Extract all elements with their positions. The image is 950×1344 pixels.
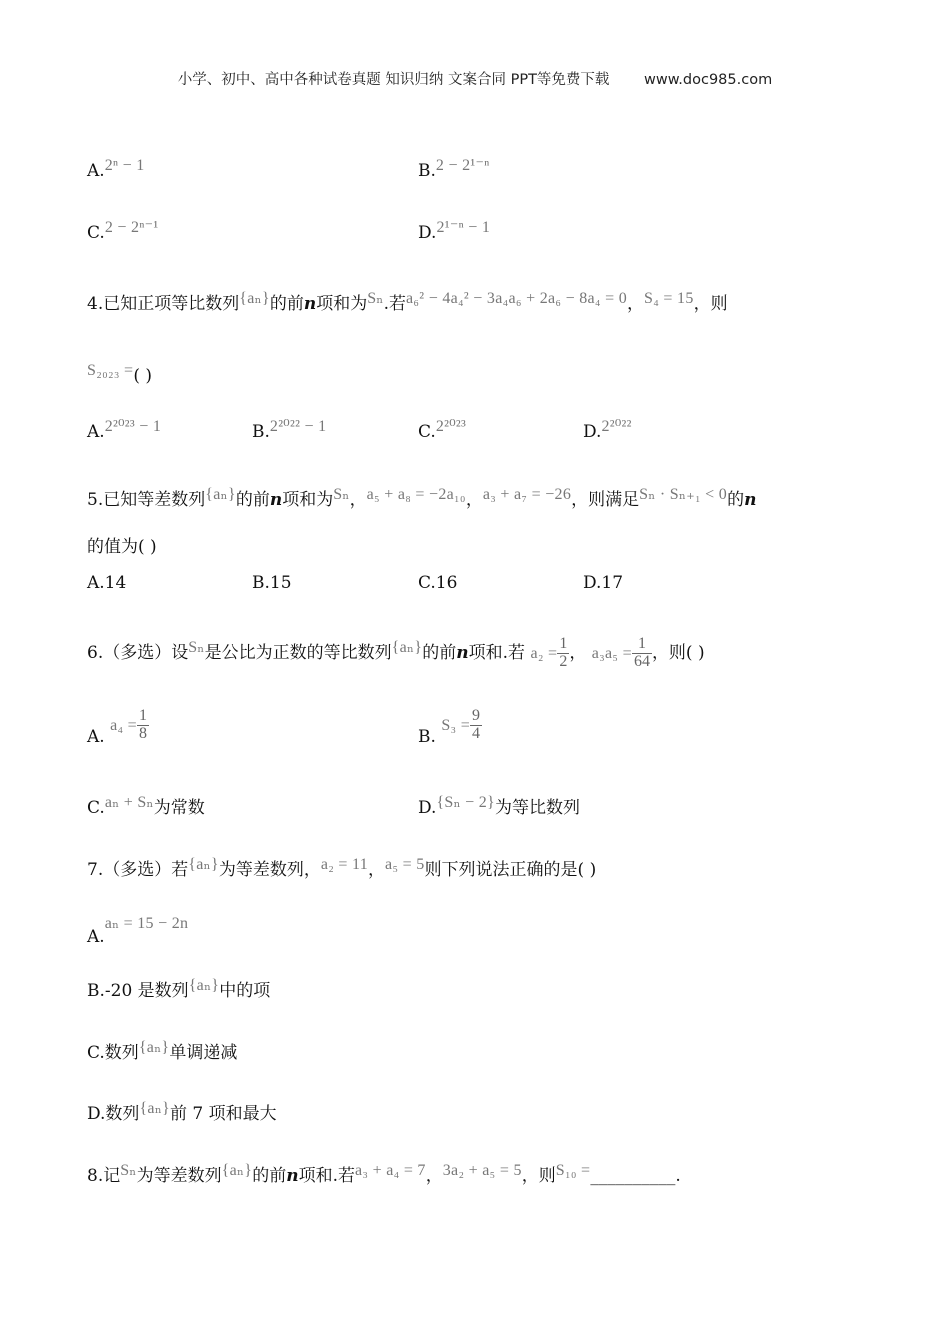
math-expression: a₅ = 5 bbox=[385, 856, 425, 873]
fraction-denominator: 4 bbox=[472, 725, 481, 742]
option-label: D. bbox=[418, 223, 437, 243]
q4-option-c bbox=[418, 419, 466, 441]
text: 的前 bbox=[235, 490, 270, 510]
text: 是公比为正数的等比数列 bbox=[204, 643, 392, 663]
option-label: A. bbox=[87, 422, 105, 442]
text: .若 bbox=[383, 294, 407, 314]
text: 的前 bbox=[252, 1166, 287, 1186]
answer-blank[interactable]: __________ bbox=[590, 1166, 676, 1186]
option-label: C. bbox=[87, 223, 105, 243]
math-expression: {aₙ} bbox=[239, 290, 270, 307]
text: ，则 bbox=[693, 294, 728, 314]
text: 为等比数列 bbox=[495, 798, 581, 818]
fraction-numerator: 1 bbox=[559, 635, 568, 653]
math-expression: {aₙ} bbox=[188, 977, 220, 994]
option-label: D. bbox=[583, 422, 602, 442]
text: 项和.若 bbox=[298, 1166, 356, 1186]
text: 为等差数列 bbox=[136, 1166, 222, 1186]
q5-option-c: C.16 bbox=[418, 573, 458, 593]
text: 的 bbox=[727, 490, 745, 510]
option-label: A. bbox=[87, 727, 105, 747]
q6-option-c bbox=[87, 795, 205, 817]
q3-option-c bbox=[87, 220, 159, 242]
text: 则下列说法正确的是( ) bbox=[424, 860, 597, 880]
math-expression: {aₙ} bbox=[139, 1100, 171, 1117]
math-expression: a₃ + a₄ = 7 bbox=[355, 1162, 426, 1179]
q5-stem bbox=[87, 487, 756, 509]
q4-ask bbox=[87, 363, 152, 385]
math-expression: {aₙ} bbox=[138, 1039, 170, 1056]
q4-option-a bbox=[87, 419, 161, 441]
text: 6.（多选）设 bbox=[87, 643, 189, 663]
option-label: C. bbox=[87, 798, 105, 818]
variable-n: n bbox=[286, 1166, 299, 1186]
text: 单调递减 bbox=[169, 1043, 238, 1063]
math-expression: 3a₂ + a₅ = 5 bbox=[442, 1162, 522, 1179]
text: ，则 bbox=[521, 1166, 556, 1186]
text: 项和为 bbox=[316, 294, 368, 314]
q8-stem bbox=[87, 1163, 681, 1185]
text: 8.记 bbox=[87, 1166, 121, 1186]
variable-n: n bbox=[303, 294, 317, 314]
variable-n: n bbox=[744, 490, 757, 510]
option-label: A. bbox=[87, 927, 105, 947]
text: ，则( ) bbox=[651, 643, 705, 663]
q4-option-b bbox=[252, 419, 326, 441]
answer-paren: ( ) bbox=[133, 366, 153, 386]
text: 项和为 bbox=[282, 490, 334, 510]
page-header bbox=[0, 68, 950, 89]
fraction-numerator: 9 bbox=[472, 707, 481, 725]
math-expression: Sₙ bbox=[120, 1162, 137, 1179]
q3-option-b bbox=[418, 158, 490, 180]
math-expression: S₂₀₂₃ = bbox=[87, 362, 134, 379]
math-expression: a₂ = 11 bbox=[320, 856, 369, 873]
math-expression: Sₙ bbox=[333, 486, 350, 503]
text: 项和.若 bbox=[468, 643, 526, 663]
math-expression: a₂ = bbox=[530, 644, 558, 662]
text: ，则满足 bbox=[571, 490, 640, 510]
math-expression: aₙ = 15 − 2n bbox=[104, 915, 189, 932]
q5-stem-line2: 的值为( ) bbox=[87, 537, 157, 557]
fraction-numerator: 1 bbox=[632, 636, 652, 654]
fraction-numerator: 1 bbox=[139, 707, 147, 725]
math-expression: a₃a₅ = bbox=[591, 644, 632, 662]
variable-n: n bbox=[456, 643, 469, 663]
text: 的前 bbox=[422, 643, 457, 663]
variable-n: n bbox=[269, 490, 283, 510]
text: 的前 bbox=[269, 294, 304, 314]
text: ， bbox=[349, 490, 367, 510]
q6-stem bbox=[87, 622, 705, 680]
math-expression: a₄ = bbox=[110, 716, 137, 734]
q4-option-d bbox=[583, 419, 632, 441]
math-expression: a₃ + a₇ = −26 bbox=[482, 486, 572, 503]
fraction bbox=[557, 636, 569, 671]
q5-option-d: D.17 bbox=[583, 573, 624, 593]
option-label: B.-20 是数列 bbox=[87, 981, 189, 1001]
text: 5.已知等差数列 bbox=[87, 490, 206, 510]
option-label: C.数列 bbox=[87, 1043, 139, 1063]
q7-option-b bbox=[87, 978, 270, 1000]
math-expression: 2²⁰²³ bbox=[435, 418, 467, 435]
math-expression: 2²⁰²² − 1 bbox=[269, 418, 327, 435]
q6-option-b bbox=[418, 703, 482, 759]
math-expression: 2 − 2¹⁻ⁿ bbox=[435, 157, 490, 174]
math-expression: Sₙ bbox=[188, 639, 205, 656]
math-expression: a₆² − 4a₄² − 3a₄a₆ + 2a₆ − 8a₄ = 0 bbox=[406, 290, 628, 307]
option-label: C. bbox=[418, 422, 436, 442]
math-expression: aₙ + Sₙ bbox=[104, 794, 154, 811]
q7-stem bbox=[87, 857, 596, 879]
text: 为等差数列， bbox=[218, 860, 321, 880]
math-expression: S₃ = bbox=[441, 716, 471, 734]
header-site: www.doc985.com bbox=[644, 72, 773, 88]
math-expression: Sₙ · Sₙ₊₁ < 0 bbox=[639, 486, 728, 503]
option-label: D. bbox=[418, 798, 437, 818]
fraction bbox=[137, 708, 149, 743]
math-expression: Sₙ bbox=[367, 290, 384, 307]
q5-option-a: A.14 bbox=[87, 573, 127, 593]
text: 为常数 bbox=[153, 798, 205, 818]
q6-option-a bbox=[87, 703, 149, 759]
option-label: B. bbox=[252, 422, 270, 442]
text: ， bbox=[425, 1166, 443, 1186]
q7-option-c bbox=[87, 1040, 237, 1062]
text: 中的项 bbox=[219, 981, 271, 1001]
math-expression: a₅ + a₈ = −2a₁₀ bbox=[366, 486, 466, 503]
header-text: 小学、初中、高中各种试卷真题 知识归纳 文案合同 PPT等免费下载 bbox=[177, 72, 610, 88]
fraction bbox=[470, 708, 482, 743]
math-expression: S₁₀ = bbox=[555, 1162, 591, 1179]
math-expression: 2 − 2ⁿ⁻¹ bbox=[104, 219, 159, 236]
q3-option-a bbox=[87, 158, 145, 180]
text: ， bbox=[569, 643, 587, 663]
fraction-denominator: 8 bbox=[139, 725, 147, 742]
q7-option-a bbox=[87, 910, 188, 951]
text: ， bbox=[465, 490, 483, 510]
math-expression: {aₙ} bbox=[221, 1162, 253, 1179]
math-expression: 2ⁿ − 1 bbox=[104, 157, 145, 174]
q4-stem bbox=[87, 291, 728, 313]
text: ， bbox=[368, 860, 386, 880]
text: 7.（多选）若 bbox=[87, 860, 189, 880]
option-label: B. bbox=[418, 727, 436, 747]
option-label: B. bbox=[418, 161, 436, 181]
text: . bbox=[675, 1166, 681, 1186]
math-expression: {Sₙ − 2} bbox=[436, 794, 496, 811]
math-expression: {aₙ} bbox=[188, 856, 219, 873]
text: ， bbox=[627, 294, 645, 314]
math-expression: 2²⁰²² bbox=[601, 418, 632, 435]
math-expression: {aₙ} bbox=[205, 486, 236, 503]
q6-option-d bbox=[418, 795, 580, 817]
option-label: A. bbox=[87, 161, 105, 181]
fraction bbox=[632, 636, 652, 671]
fraction-denominator: 64 bbox=[633, 653, 650, 670]
text: 4.已知正项等比数列 bbox=[87, 294, 240, 314]
q5-option-b: B.15 bbox=[252, 573, 292, 593]
math-expression: 2¹⁻ⁿ − 1 bbox=[436, 219, 491, 236]
q7-option-d bbox=[87, 1101, 277, 1123]
math-expression: {aₙ} bbox=[391, 639, 423, 656]
q3-option-d bbox=[418, 220, 490, 242]
math-expression: S₄ = 15 bbox=[644, 290, 694, 307]
option-label: D.数列 bbox=[87, 1104, 140, 1124]
math-expression: 2²⁰²³ − 1 bbox=[104, 418, 162, 435]
fraction-denominator: 2 bbox=[559, 653, 568, 670]
text: 前 7 项和最大 bbox=[170, 1104, 277, 1124]
